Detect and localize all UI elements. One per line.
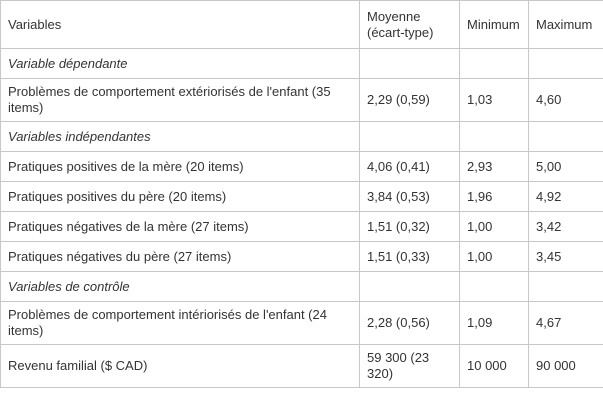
section-row-control — [1, 272, 603, 302]
empty-cell — [529, 272, 603, 302]
section-row-dependent — [1, 49, 603, 79]
column-header-variables: Variables — [1, 1, 360, 49]
mean-value: 1,51 (0,32) — [360, 212, 460, 242]
section-label: Variables indépendantes — [1, 122, 360, 152]
maximum-value: 5,00 — [529, 152, 603, 182]
column-header-minimum: Minimum — [460, 1, 529, 49]
section-row-independent — [1, 122, 603, 152]
minimum-value: 1,09 — [460, 302, 529, 345]
mean-value: 4,06 (0,41) — [360, 152, 460, 182]
maximum-value: 4,92 — [529, 182, 603, 212]
variable-label: Pratiques positives de la mère (20 items) — [1, 152, 360, 182]
table-row — [1, 79, 603, 122]
empty-cell — [460, 49, 529, 79]
empty-cell — [360, 272, 460, 302]
table-row — [1, 182, 603, 212]
variable-label: Revenu familial ($ CAD) — [1, 345, 360, 388]
minimum-value: 10 000 — [460, 345, 529, 388]
section-label: Variables de contrôle — [1, 272, 360, 302]
empty-cell — [360, 122, 460, 152]
maximum-value: 4,60 — [529, 79, 603, 122]
empty-cell — [529, 49, 603, 79]
table-row — [1, 242, 603, 272]
column-header-maximum: Maximum — [529, 1, 603, 49]
maximum-value: 3,45 — [529, 242, 603, 272]
table-row — [1, 345, 603, 388]
mean-value: 2,28 (0,56) — [360, 302, 460, 345]
empty-cell — [460, 122, 529, 152]
minimum-value: 1,03 — [460, 79, 529, 122]
mean-value: 59 300 (23 320) — [360, 345, 460, 388]
maximum-value: 4,67 — [529, 302, 603, 345]
column-header-mean: Moyenne (écart-type) — [360, 1, 460, 49]
mean-value: 2,29 (0,59) — [360, 79, 460, 122]
maximum-value: 90 000 — [529, 345, 603, 388]
empty-cell — [529, 122, 603, 152]
minimum-value: 2,93 — [460, 152, 529, 182]
mean-value: 1,51 (0,33) — [360, 242, 460, 272]
variable-label: Pratiques négatives du père (27 items) — [1, 242, 360, 272]
table-row — [1, 212, 603, 242]
table-header-row — [1, 1, 603, 49]
minimum-value: 1,00 — [460, 242, 529, 272]
mean-value: 3,84 (0,53) — [360, 182, 460, 212]
empty-cell — [460, 272, 529, 302]
table-row — [1, 302, 603, 345]
section-label: Variable dépendante — [1, 49, 360, 79]
minimum-value: 1,96 — [460, 182, 529, 212]
table-row — [1, 152, 603, 182]
minimum-value: 1,00 — [460, 212, 529, 242]
empty-cell — [360, 49, 460, 79]
variable-label: Problèmes de comportement intériorisés de l'enfant (24 items) — [1, 302, 360, 345]
variable-label: Pratiques négatives de la mère (27 items) — [1, 212, 360, 242]
variable-label: Pratiques positives du père (20 items) — [1, 182, 360, 212]
variable-label: Problèmes de comportement extériorisés de l'enfant (35 items) — [1, 79, 360, 122]
maximum-value: 3,42 — [529, 212, 603, 242]
